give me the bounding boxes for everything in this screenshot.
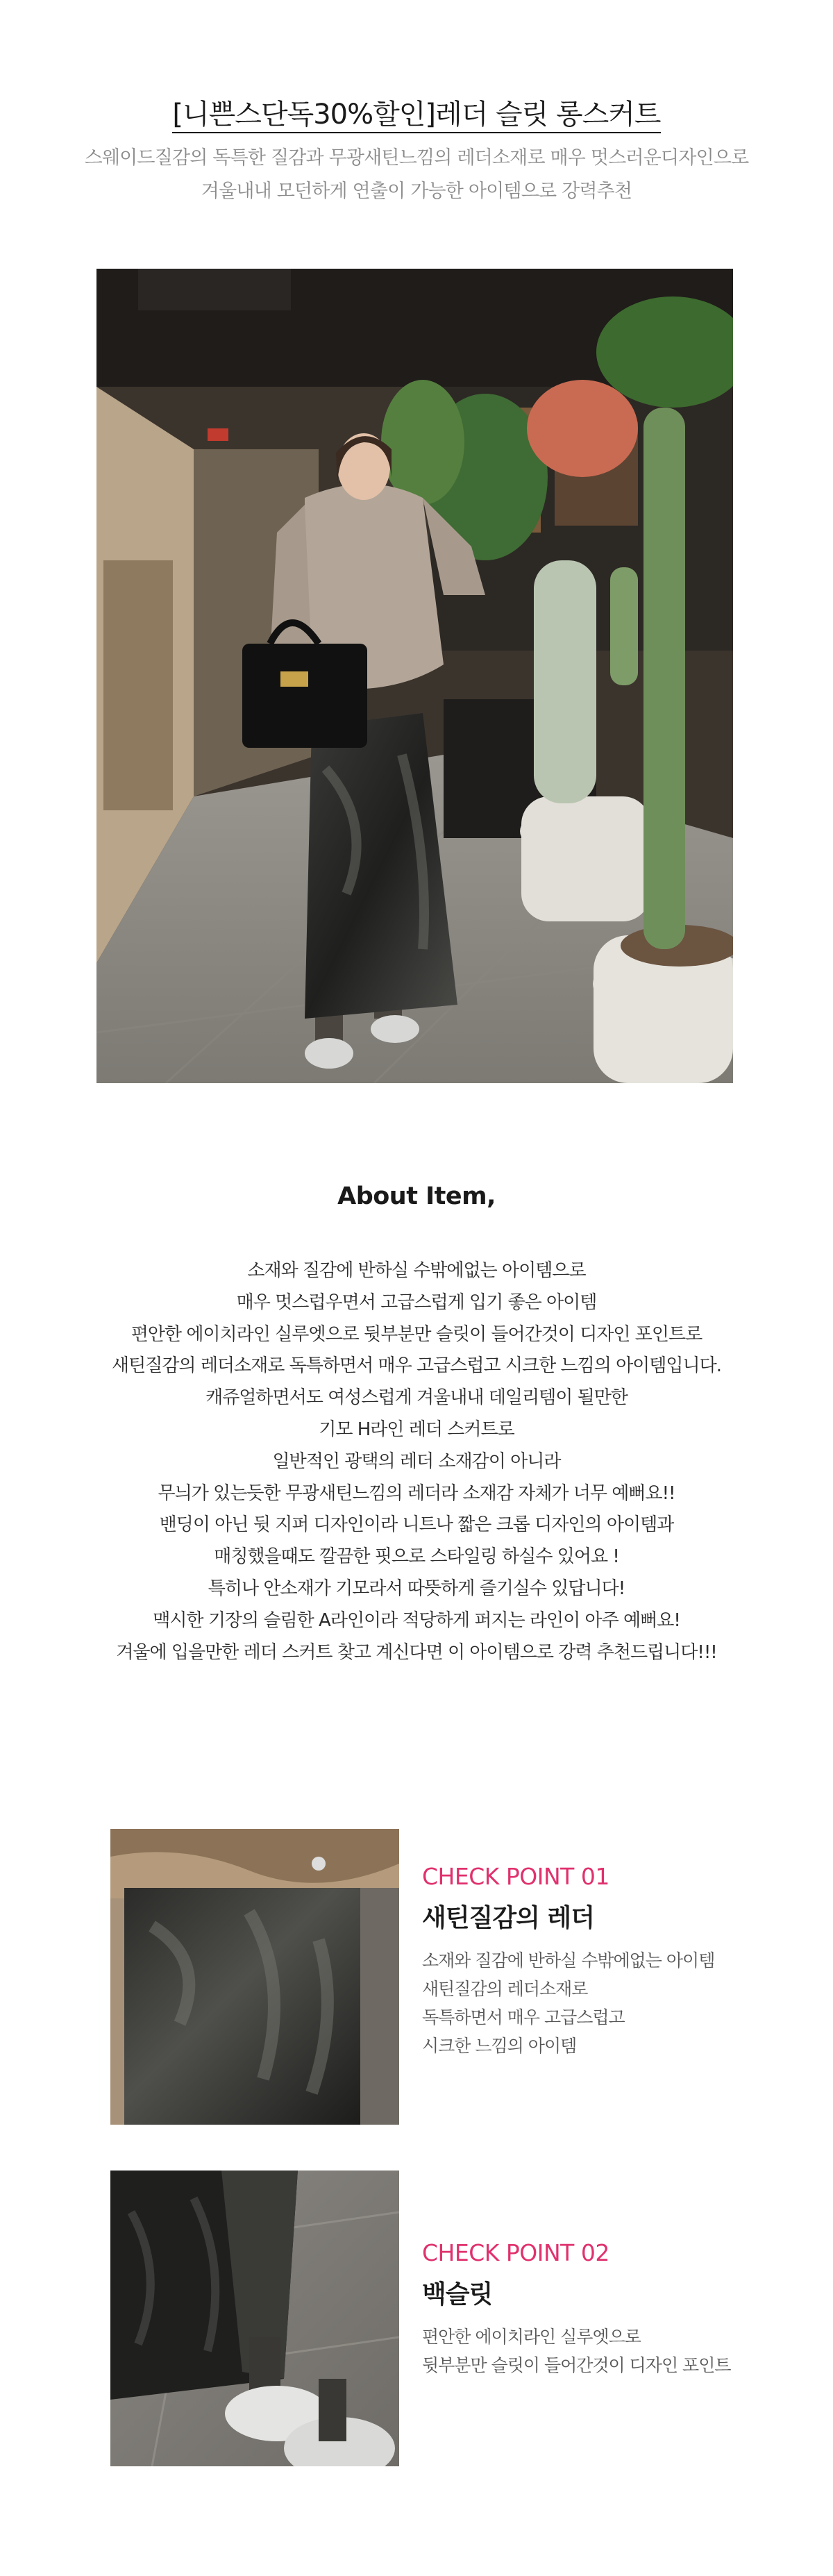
- check-point-desc-line: 뒷부분만 슬릿이 들어간것이 디자인 포인트: [422, 2355, 731, 2375]
- subtitle-line: 겨울내내 모던하게 연출이 가능한 아이템으로 강력추천: [201, 181, 632, 202]
- about-line: 겨울에 입을만한 레더 스커트 찾고 계신다면 이 아이템으로 강력 추천드립니다!!!: [116, 1641, 717, 1663]
- check-point-description: [422, 2323, 811, 2380]
- about-line: 밴딩이 아닌 뒷 지퍼 디자인이라 니트나 짧은 크롭 디자인의 아이템과: [159, 1514, 674, 1536]
- check-point-number: 01: [580, 1863, 609, 1890]
- check-point-desc-line: 소재와 질감에 반하실 수밖에없는 아이템: [422, 1950, 715, 1971]
- check-point-label: [422, 1863, 811, 1890]
- check-point-1-photo: [110, 1829, 399, 2125]
- about-title: About Item,: [337, 1182, 496, 1210]
- product-subtitle: [0, 142, 833, 208]
- check-point-label-text: CHECK POINT: [422, 1863, 574, 1890]
- about-line: 캐쥬얼하면서도 여성스럽게 겨울내내 데일리템이 될만한: [205, 1387, 628, 1409]
- about-line: 새틴질감의 레더소재로 독특하면서 매우 고급스럽고 시크한 느낌의 아이템입니다.: [111, 1355, 722, 1377]
- check-point-1: [422, 1863, 811, 2060]
- about-line: 맥시한 기장의 슬림한 A라인이라 적당하게 퍼지는 라인이 아주 예뻐요!: [153, 1609, 680, 1631]
- about-line: 매우 멋스럽우면서 고급스럽게 입기 좋은 아이템: [236, 1291, 597, 1313]
- check-point-description: [422, 1946, 811, 2060]
- check-point-label: [422, 2239, 811, 2266]
- check-point-number: 02: [580, 2239, 609, 2266]
- product-title-text: [니쁜스단독30%할인]레더 슬릿 롱스커트: [172, 99, 660, 133]
- about-line: 편안한 에이치라인 실루엣으로 뒷부분만 슬릿이 들어간것이 디자인 포인트로: [131, 1323, 702, 1345]
- hero-photo: [96, 269, 733, 1083]
- about-line: 일반적인 광택의 레더 소재감이 아니라: [272, 1450, 561, 1472]
- subtitle-line: 스웨이드질감의 독특한 질감과 무광새틴느낌의 레더소재로 매우 멋스러운디자인으로: [84, 147, 749, 169]
- product-title: [0, 92, 833, 132]
- about-line: 매칭했을때도 깔끔한 핏으로 스타일링 하실수 있어요 !: [214, 1546, 619, 1568]
- about-description: [0, 1255, 833, 1668]
- check-point-2-photo: [110, 2171, 399, 2466]
- check-point-2: [422, 2239, 811, 2380]
- check-point-heading: 새틴질감의 레더: [422, 1904, 594, 1932]
- about-line: 기모 H라인 레더 스커트로: [319, 1419, 514, 1440]
- check-point-label-text: CHECK POINT: [422, 2239, 574, 2266]
- about-line: 무늬가 있는듯한 무광새틴느낌의 레더라 소재감 자체가 너무 예뻐요!!: [158, 1482, 675, 1504]
- check-point-desc-line: 시크한 느낌의 아이템: [422, 2036, 577, 2056]
- about-line: 특히나 안소재가 기모라서 따뜻하게 즐기실수 있답니다!: [208, 1578, 625, 1599]
- check-point-desc-line: 독특하면서 매우 고급스럽고: [422, 2007, 625, 2027]
- about-line: 소재와 질감에 반하실 수밖에없는 아이템으로: [247, 1260, 586, 1281]
- check-point-desc-line: 새틴질감의 레더소재로: [422, 1979, 588, 1999]
- check-point-desc-line: 편안한 에이치라인 실루엣으로: [422, 2327, 641, 2347]
- check-point-heading: 백슬릿: [422, 2280, 493, 2309]
